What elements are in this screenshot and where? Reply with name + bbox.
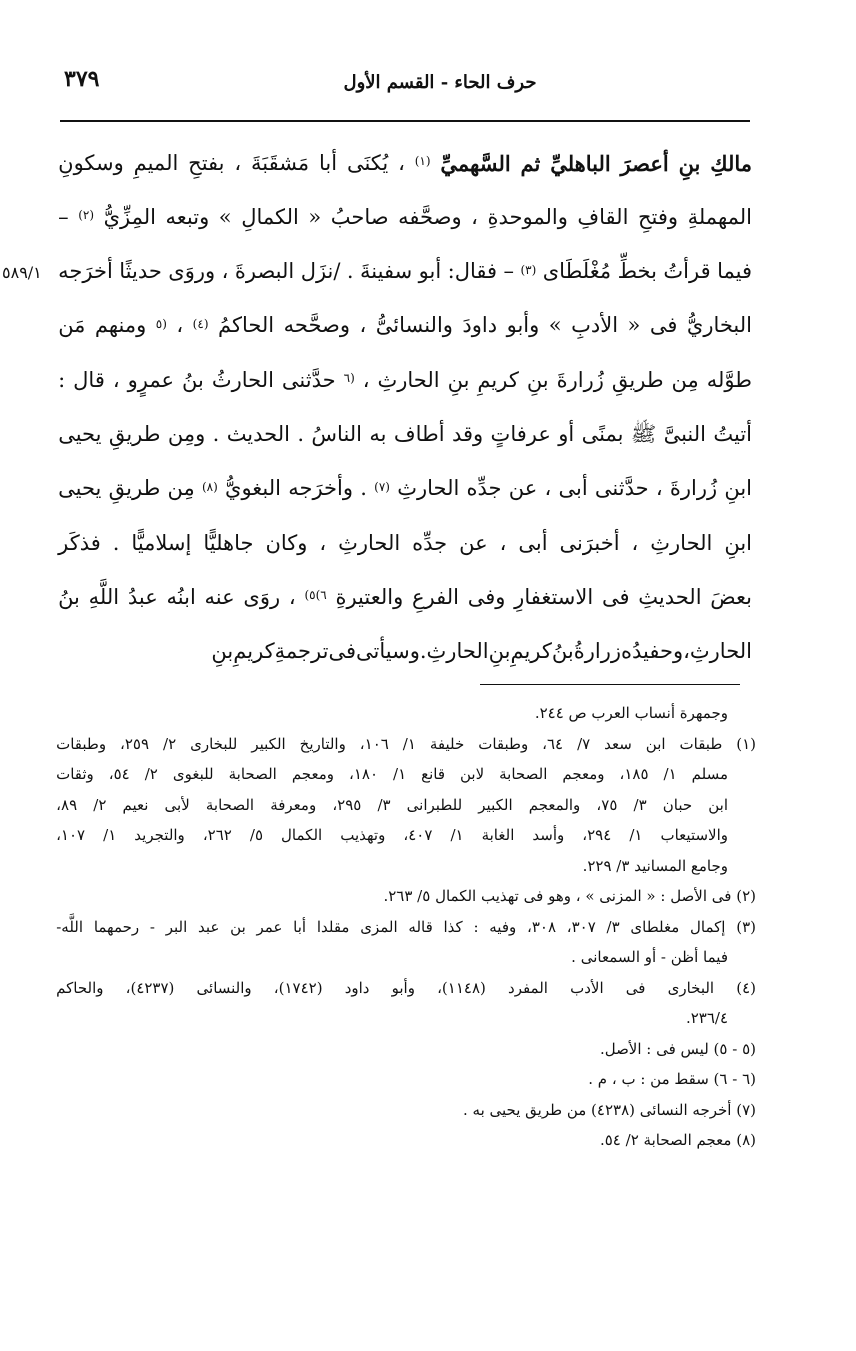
body-word: الباهليِّ [550,150,611,176]
body-word: فقال: [447,259,498,284]
footnote-ref: (٦ [343,371,355,386]
footnote-word: داود [344,978,370,997]
footnote-line [56,759,756,790]
body-word: والعتيرةِ [335,584,404,609]
body-word: . [419,639,427,664]
footnote-word: ١٠٦، [359,734,389,753]
body-word: سفينةَ [360,259,413,284]
body-word: ابنِ [724,530,752,555]
footnote-text: (٦ - ٦) سقط من : ب ، م . [588,1070,756,1089]
body-word: صاحبُ [330,204,389,229]
body-word: الحارثِ [338,530,401,555]
footnote-text: وجمهرة أنساب العرب ص ٢٤٤. [534,704,728,723]
footnote-word: والمعجم [528,795,581,814]
footnote-word: ٢٩٤، [582,826,612,845]
body-word: ، [319,530,327,555]
body-word: السَّهميِّ [440,150,511,176]
body-line [58,466,752,512]
footnote-ref: ٦)٥) [304,588,327,603]
body-word: الحارثُ [211,367,274,392]
body-word: عبدُ [127,584,158,609]
footnote-line [56,912,756,943]
footnote-word: ٢٩٥، [332,795,362,814]
body-word: بمنًى [581,421,624,446]
body-line [58,520,752,566]
body-word: مِن [671,367,699,392]
footnote-word: (٣) [736,917,756,936]
footnote-word: وفيه [489,917,517,936]
footnote-word: وتهذيب [340,826,386,845]
footnote-word: ٢٥٩، [120,734,150,753]
body-word: حديثًا [119,259,162,284]
main-text [58,140,752,683]
footnote-word: اللَّه- [56,917,84,936]
body-word: ابنُه [166,584,196,609]
body-word: وفتحِ [637,204,679,229]
footnote-word: ٣٠٨، [527,917,557,936]
footnote-word: رحمهما [93,917,140,936]
body-word: أعصرَ [620,150,669,176]
footnote-word: مقلدا [316,917,350,936]
footnote-line [56,1064,756,1095]
body-word: وتبعه [165,204,210,229]
footnote-word: الصحابة [228,765,277,784]
body-word: وحفيدُه [621,639,684,664]
body-word: وسيأتى [356,639,420,664]
body-word: عرفاتٍ [490,421,551,446]
body-word: والنسائىُّ [375,313,453,338]
footnote-word: (١٧٤٢)، [273,978,323,997]
footnote-word: البر [165,917,188,936]
body-word: ، [288,584,296,609]
body-word: يحيى [58,421,102,446]
body-word: . [112,530,120,555]
footnote-word: ٧/ [577,734,591,753]
body-word: به [369,421,387,446]
body-word: بنِ [447,367,470,392]
body-line [58,574,752,620]
body-word: فيما [717,259,752,284]
footnote-word: والاستيعاب [660,826,728,845]
body-word: زُرارةَ [669,476,718,501]
body-word: حدَّثنى [594,476,649,501]
body-word: طوَّله [706,367,752,392]
body-word: كريمِ [477,367,519,392]
footnote-line [56,790,756,821]
footnote-line [56,1095,756,1126]
footnote-word: للطبرانى [406,795,463,814]
body-word: داودَ [462,313,498,338]
body-word: البغويُّ [225,476,282,501]
footnote-word: قاله [408,917,433,936]
footnote-word: والحاكم [56,978,104,997]
body-word: ، [655,476,663,501]
footnote-ref: (٣) [520,262,537,277]
footnote-word: ابن [708,795,728,814]
footnote-line [56,1125,756,1156]
footnote-word: ٣/ [606,917,620,936]
footnote-word: خليفة [429,734,465,753]
body-line [58,411,752,457]
footnote-word: الكبير [478,795,513,814]
footnote-word: (٤) [736,978,756,997]
body-word: » [548,313,562,338]
body-word: أبى [518,530,548,555]
footnote-word: عمر [256,917,283,936]
body-word: وأخرَجه [288,476,354,501]
footnote-word: أبا [293,917,307,936]
body-word: وقد [451,421,484,446]
footnote-text: (٧) أخرجه النسائى (٤٢٣٨) من طريق يحيى به . [462,1100,756,1119]
footnote-word: ٣٠٧، [566,917,596,936]
footnote-word: كذا [443,917,463,936]
footnote-text: (٥ - ٥) ليس فى : الأصل. [599,1039,756,1058]
body-word: الحديثِ [638,584,702,609]
body-word: – [58,204,69,229]
footnote-word: ومعرفة [270,795,317,814]
body-word: ، [398,150,405,175]
footnote-ref: (٤) [192,316,209,331]
body-word: بنُ [58,584,80,609]
body-word: مِن [167,476,195,501]
footnote-word: ١/ [402,734,416,753]
body-word: بعضَ [710,584,752,609]
body-word: عنه [204,584,235,609]
footnote-word: بن [230,917,246,936]
footnote-text: (٢) فى الأصل : « المزنى » ، وهو فى تهذيب الكمال ٥/ ٢٦٣. [383,887,756,906]
footnote-word: وطبقات [478,734,529,753]
footnote-word: ابن [645,734,666,753]
body-word: ، [112,367,120,392]
body-word: ، [544,476,552,501]
footnote-word: ومعجم [562,765,605,784]
footnote-word: ٢/ [163,734,177,753]
body-word: أخرَجه [58,259,113,284]
footnote-word: ٢/ [144,765,158,784]
body-word: البصرةَ [234,259,295,284]
footnote-line [56,851,756,882]
body-word: الحارثِ [426,639,489,664]
footnote-word: ١٨٥، [619,765,649,784]
body-word: . [360,476,367,501]
footnote-word: الكمال [281,826,323,845]
body-word: فى [649,313,678,338]
body-word: أبو [418,259,442,284]
body-word: كريمِ [510,639,552,664]
body-line [58,140,752,186]
body-word: أبا [319,150,338,175]
body-word: الأدبِ [571,313,619,338]
footnote-word: حبان [662,795,693,814]
body-word: عن [508,476,538,501]
body-line [58,249,752,295]
body-word: ، [234,150,242,175]
footnote-word: مسلم [691,765,728,784]
footnote-text: (٨) معجم الصحابة ٢/ ٥٤. [599,1131,756,1150]
running-title: حرف الحاء - القسم الأول [343,72,537,93]
body-word: فى [601,584,630,609]
footnote-word: وأبو [391,978,415,997]
body-word: عن [459,530,488,555]
body-word: جدِّه [412,530,448,555]
body-word: زرارةُ [573,639,621,664]
footnote-text: ٢٣٦/٤. [685,1009,728,1028]
body-word: أبى [558,476,588,501]
body-word: فى [328,639,357,664]
body-word: وروَى [168,259,216,284]
body-word: قال [73,367,105,392]
body-word: بنِ [488,639,511,664]
footnotes [56,698,756,1156]
header-rule [60,120,750,122]
footnote-word: ١٨٠، [349,765,379,784]
body-word: المِزِّيُّ [103,204,156,229]
body-word: ، [471,204,478,229]
body-word: . [212,421,220,446]
page-number: ٣٧٩ [64,66,100,92]
body-word: وصحَّفه [398,204,462,229]
footnote-word: (٤٢٣٧)، [125,978,175,997]
footnote-word: ١/ [450,826,464,845]
body-word: بخطِّ [617,259,657,284]
body-word: ومِن [167,421,206,446]
body-word: بنِ [526,367,549,392]
body-word: يحيى [58,476,102,501]
body-word: طريقِ [108,476,161,501]
body-word: الحاكمُ [217,313,275,338]
body-word: بنُ [551,639,574,664]
body-word: المهملةِ [687,204,752,229]
body-word: . [346,259,354,284]
footnote-word: قانع [421,765,446,784]
body-word: طريقِ [108,421,161,446]
body-word: كريمِ [233,639,275,664]
margin-note: ٥٨٩/١ [2,263,42,282]
footnote-word: وثقات [56,765,94,784]
footnote-word: ٧٥، [596,795,618,814]
body-word: ، [362,367,370,392]
footnote-word: : [473,917,479,936]
body-word: ، [359,313,367,338]
footnote-word: وأسد [532,826,565,845]
body-word: الفرعِ [412,584,459,609]
footnote-word: الكبير [251,734,286,753]
body-word: مَن [58,313,86,338]
footnote-line [56,820,756,851]
footnote-word: البخارى [667,978,715,997]
footnote-word: والتاريخ [299,734,346,753]
body-word: مالكِ [710,150,752,176]
footnote-ref: (١) [414,154,431,168]
body-word: جاهليًّا [203,530,254,555]
footnote-word: ١/ [103,826,117,845]
body-word: ، [499,530,507,555]
body-word: القافِ [577,204,629,229]
footnote-line [56,973,756,1004]
footnote-word: وطبقات [56,734,107,753]
footnote-line [56,729,756,760]
body-word: بنِ [211,639,234,664]
body-word: وصحَّحه [283,313,350,338]
body-word: الحارثِ [689,639,752,664]
body-word: عمرٍو [127,367,175,392]
footnote-text: وجامع المسانيد ٣/ ٢٢٩. [582,856,728,875]
footnote-word: الصحابة [499,765,548,784]
body-word: ومنهم [94,313,147,338]
footnote-word: للبخارى [190,734,238,753]
body-word: ، [631,530,639,555]
body-word: مُغْلَطَاى [542,259,612,284]
body-word: الناسُ [311,421,363,446]
body-word: أو [558,421,575,446]
body-word: الحارثِ [377,367,440,392]
footnote-line [56,698,756,729]
body-word: بنُ [182,367,204,392]
footnote-word: الصحابة [205,795,255,814]
footnote-word: (١) [736,734,756,753]
body-word: يُكنَى [346,150,389,175]
body-word: الميمِ [133,150,179,175]
footnote-word: (١١٤٨)، [437,978,486,997]
footnote-ref: (٢) [78,208,95,223]
body-word: والموحدةِ [487,204,568,229]
body-word: جدِّه [466,476,502,501]
footnote-word: والنسائى [196,978,252,997]
body-word: بفتحِ [188,150,225,175]
body-word: وسكونِ [58,150,124,175]
body-word: طريقِ [611,367,664,392]
body-word: وفى [467,584,506,609]
footnote-line [56,1003,756,1034]
footnote-word: سعد [604,734,632,753]
footnote-word: ٢/ [93,795,107,814]
footnote-line [56,942,756,973]
body-word: الحديث [226,421,290,446]
body-word: ، [176,313,184,338]
body-line [58,357,752,403]
body-word: ، [683,639,690,664]
footnote-word: ٥/ [249,826,263,845]
body-word: . [297,421,305,446]
footnote-word: لابن [460,765,485,784]
body-word: بنِ [678,150,701,176]
body-word: روَى [243,584,281,609]
footnote-line [56,1034,756,1065]
footnote-word: ٤٠٧، [403,826,433,845]
body-word: /نزَل [300,259,341,284]
body-word: مَشقَبَةَ [250,150,310,175]
page-header [60,62,750,124]
body-line [58,303,752,349]
footnote-word: والتجريد [134,826,185,845]
body-word: ترجمةِ [274,639,329,664]
footnote-word: ١/ [663,765,677,784]
body-word: أتيتُ [713,421,752,446]
body-word: « [627,313,641,338]
footnote-word: المزى [360,917,398,936]
footnote-ref: (٨) [201,479,218,494]
footnote-word: ٣/ [633,795,647,814]
footnote-word: فى [625,978,646,997]
footnote-word: الغابة [481,826,515,845]
body-word: زُرارةَ [556,367,604,392]
body-word: الحارثِ [397,476,460,501]
body-word: البخاريُّ [686,313,752,338]
body-word: الكمالِ [241,204,299,229]
body-word: « [308,204,322,229]
footnote-word: عبد [198,917,220,936]
body-word: حدَّثنى [281,367,336,392]
body-line [58,194,752,240]
body-line [58,629,752,675]
footnote-word: نعيم [122,795,149,814]
body-word: ابنِ [724,476,752,501]
footnote-word: ٣/ [377,795,391,814]
body-word: الحارثِ [650,530,713,555]
footnote-text: فيما أظن - أو السمعانى . [571,948,728,967]
footnote-word: الأدب [570,978,604,997]
footnote-ref: (٧) [374,479,390,494]
footnote-word: ٥٤، [108,765,130,784]
footnote-word: المفرد [508,978,548,997]
footnote-word: ١٠٧، [56,826,86,845]
footnote-word: طبقات [679,734,723,753]
footnote-word: ٨٩، [56,795,78,814]
footnote-separator [480,684,740,685]
footnote-word: ١/ [393,765,407,784]
body-word: أخبرَنى [559,530,620,555]
body-word: وأبو [506,313,540,338]
footnote-word: مغلطاى [630,917,680,936]
body-word: – [503,259,514,284]
footnote-word: ٢٦٢، [202,826,232,845]
footnote-word: للبغوى [172,765,214,784]
footnote-word: إكمال [690,917,726,936]
body-word: » [218,204,232,229]
footnote-word: لأبى [164,795,190,814]
footnote-word: ١/ [629,826,643,845]
footnote-word: ومعجم [291,765,335,784]
body-word: : [58,367,66,392]
footnote-word: ٦٤، [542,734,564,753]
body-word: أطاف [393,421,445,446]
body-word: وكان [265,530,308,555]
body-word: ثم [520,150,541,176]
body-word: اللَّهِ [88,584,120,609]
body-word: ، [221,259,229,284]
body-word: الاستغفارِ [514,584,594,609]
body-word: النبىَّ [663,421,706,446]
footnote-ref: (٥ [155,316,167,331]
body-word: فذكَر [58,530,101,555]
body-word: إسلاميًّا [131,530,192,555]
footnote-word: - [149,917,155,936]
body-word: قرأتُ [663,259,711,284]
body-word: ﷺ [630,421,657,446]
footnote-line [56,881,756,912]
